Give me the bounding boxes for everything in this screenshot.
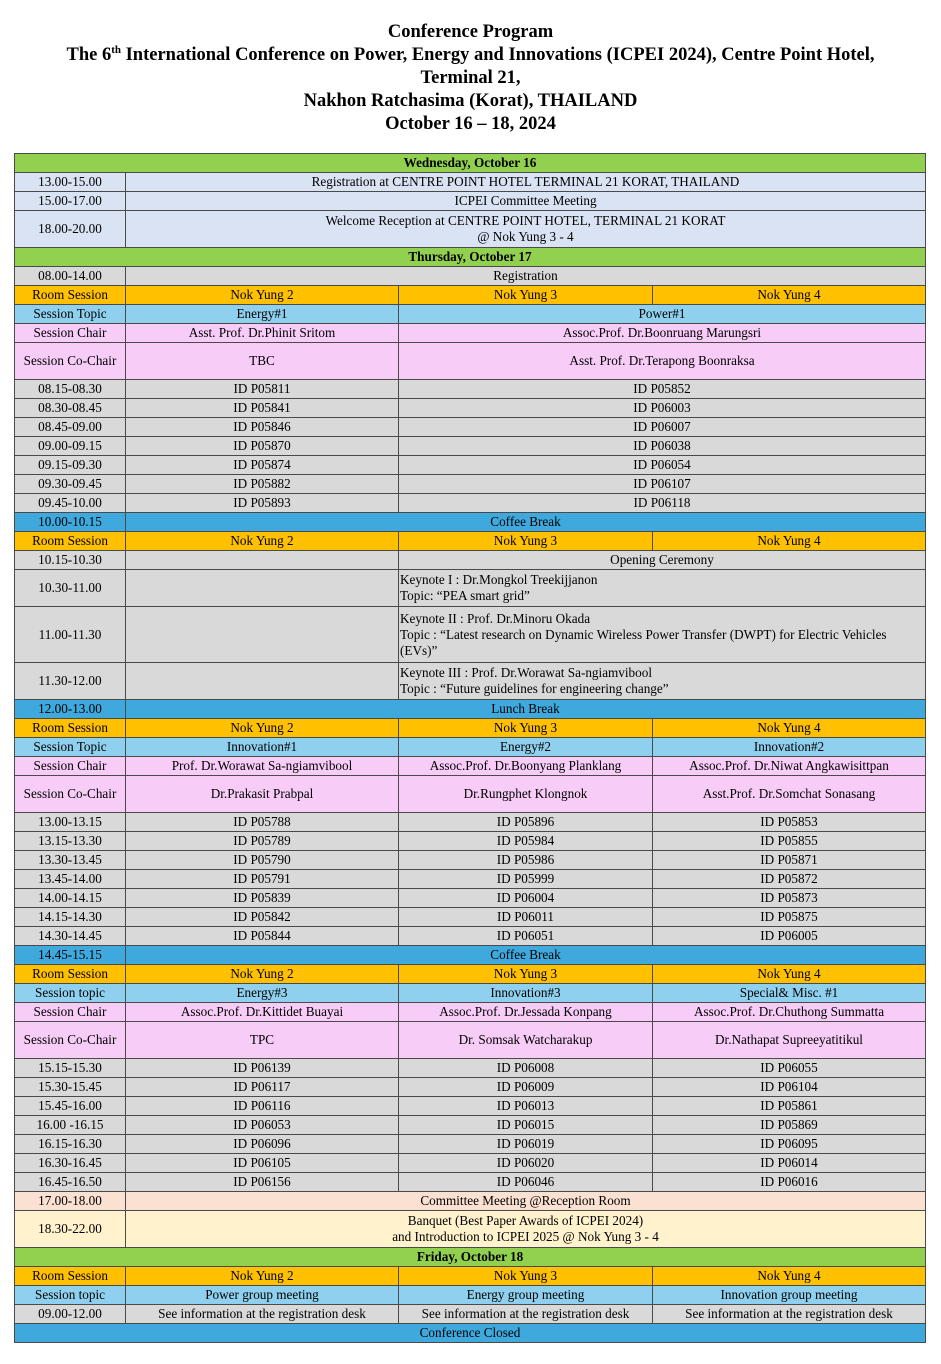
paper-row: 15.45-16.00 ID P06116 ID P06013 ID P05861: [15, 1097, 926, 1116]
session-topic-row: Session Topic Energy#1 Power#1: [15, 305, 926, 324]
session-topic-row: Session Topic Innovation#1 Energy#2 Innovation#2: [15, 738, 926, 757]
paper-row: 08.30-08.45 ID P05841 ID P06003: [15, 399, 926, 418]
coffee-break-row: 10.00-10.15 Coffee Break: [15, 513, 926, 532]
event-cell: Registration at CENTRE POINT HOTEL TERMINAL 21 KORAT, THAILAND: [126, 173, 926, 192]
paper-row: 14.30-14.45 ID P05844 ID P06051 ID P06005: [15, 927, 926, 946]
program-header: [0, 0, 941, 134]
keynote-row: 11.00-11.30 Keynote II : Prof. Dr.Minoru Okada Topic : “Latest research on Dynamic Wireless Power Transfer (DWPT) for Electric Vehicles (EVs)”: [15, 607, 926, 663]
schedule-row: [15, 211, 926, 248]
event-cell: Registration: [126, 267, 926, 286]
session-chair-row: Session Chair Asst. Prof. Dr.Phinit Sritom Assoc.Prof. Dr.Boonruang Marungsri: [15, 324, 926, 343]
room-session-row: Room Session Nok Yung 2 Nok Yung 3 Nok Yung 4: [15, 532, 926, 551]
session-topic-row: Session topic Energy#3 Innovation#3 Special& Misc. #1: [15, 984, 926, 1003]
conference-name: The 6th International Conference on Power, Energy and Innovations (ICPEI 2024), Centre Point Hotel,: [66, 43, 875, 65]
keynote-row: 11.30-12.00 Keynote III : Prof. Dr.Worawat Sa-ngiamvibool Topic : “Future guidelines for engineering change”: [15, 663, 926, 700]
room-session-row: Room Session Nok Yung 2 Nok Yung 3 Nok Yung 4: [15, 286, 926, 305]
lunch-break-row: 12.00-13.00 Lunch Break: [15, 700, 926, 719]
paper-row: 14.00-14.15 ID P05839 ID P06004 ID P05873: [15, 889, 926, 908]
paper-row: 08.45-09.00 ID P05846 ID P06007: [15, 418, 926, 437]
session-topic-row: Session topic Power group meeting Energy group meeting Innovation group meeting: [15, 1286, 926, 1305]
venue-line: Terminal 21,: [420, 68, 521, 88]
banquet-row: 18.30-22.00 Banquet (Best Paper Awards of ICPEI 2024) and Introduction to ICPEI 2025 @ Nok Yung 3 - 4: [15, 1211, 926, 1248]
paper-row: 09.00-09.15 ID P05870 ID P06038: [15, 437, 926, 456]
schedule-row: [15, 267, 926, 286]
coffee-break-row: 14.45-15.15 Coffee Break: [15, 946, 926, 965]
paper-row: 13.30-13.45 ID P05790 ID P05986 ID P05871: [15, 851, 926, 870]
time-cell: 08.00-14.00: [15, 267, 126, 286]
paper-row: 16.15-16.30 ID P06096 ID P06019 ID P06095: [15, 1135, 926, 1154]
day-header-wednesday: Wednesday, October 16: [15, 154, 926, 173]
paper-row: 14.15-14.30 ID P05842 ID P06011 ID P05875: [15, 908, 926, 927]
committee-row: 17.00-18.00 Committee Meeting @Reception Room: [15, 1192, 926, 1211]
schedule-row: [15, 173, 926, 192]
schedule-row: [15, 192, 926, 211]
day-header-thursday: Thursday, October 17: [15, 248, 926, 267]
paper-row: 09.30-09.45 ID P05882 ID P06107: [15, 475, 926, 494]
session-cochair-row: Session Co-Chair Dr.Prakasit Prabpal Dr.Rungphet Klongnok Asst.Prof. Dr.Somchat Sonasang: [15, 776, 926, 813]
paper-row: 15.30-15.45 ID P06117 ID P06009 ID P06104: [15, 1078, 926, 1097]
paper-row: 09.45-10.00 ID P05893 ID P06118: [15, 494, 926, 513]
paper-row: 16.45-16.50 ID P06156 ID P06046 ID P06016: [15, 1173, 926, 1192]
session-cochair-row: Session Co-Chair TPC Dr. Somsak Watcharakup Dr.Nathapat Supreeyatitikul: [15, 1022, 926, 1059]
room-session-row: Room Session Nok Yung 2 Nok Yung 3 Nok Yung 4: [15, 965, 926, 984]
event-cell: Welcome Reception at CENTRE POINT HOTEL, TERMINAL 21 KORAT @ Nok Yung 3 - 4: [126, 211, 926, 248]
session-cochair-row: Session Co-Chair TBC Asst. Prof. Dr.Terapong Boonraksa: [15, 343, 926, 380]
keynote-row: 10.30-11.00 Keynote I : Dr.Mongkol Treekijjanon Topic: “PEA smart grid”: [15, 570, 926, 607]
session-chair-row: Session Chair Prof. Dr.Worawat Sa-ngiamvibool Assoc.Prof. Dr.Boonyang Planklang Assoc.Prof. Dr.Niwat Angkawisittpan: [15, 757, 926, 776]
paper-row: 13.15-13.30 ID P05789 ID P05984 ID P05855: [15, 832, 926, 851]
day-header-friday: Friday, October 18: [15, 1248, 926, 1267]
group-meeting-row: 09.00-12.00 See information at the registration desk See information at the registration desk See information at the registration desk: [15, 1305, 926, 1324]
room-session-row: Room Session Nok Yung 2 Nok Yung 3 Nok Yung 4: [15, 1267, 926, 1286]
date-line: October 16 – 18, 2024: [385, 114, 556, 134]
location-line: Nakhon Ratchasima (Korat), THAILAND: [303, 91, 638, 111]
event-cell: ICPEI Committee Meeting: [126, 192, 926, 211]
program-title: Conference Program: [387, 22, 554, 42]
paper-row: 13.00-13.15 ID P05788 ID P05896 ID P05853: [15, 813, 926, 832]
paper-row: 09.15-09.30 ID P05874 ID P06054: [15, 456, 926, 475]
opening-row: 10.15-10.30 Opening Ceremony: [15, 551, 926, 570]
time-cell: 13.00-15.00: [15, 173, 126, 192]
paper-row: 13.45-14.00 ID P05791 ID P05999 ID P05872: [15, 870, 926, 889]
program-table: [14, 153, 926, 1343]
session-chair-row: Session Chair Assoc.Prof. Dr.Kittidet Buayai Assoc.Prof. Dr.Jessada Konpang Assoc.Prof. Dr.Chuthong Summatta: [15, 1003, 926, 1022]
paper-row: 15.15-15.30 ID P06139 ID P06008 ID P06055: [15, 1059, 926, 1078]
paper-row: 08.15-08.30 ID P05811 ID P05852: [15, 380, 926, 399]
paper-row: 16.00 -16.15 ID P06053 ID P06015 ID P05869: [15, 1116, 926, 1135]
room-session-row: Room Session Nok Yung 2 Nok Yung 3 Nok Yung 4: [15, 719, 926, 738]
paper-row: 16.30-16.45 ID P06105 ID P06020 ID P06014: [15, 1154, 926, 1173]
time-cell: 18.00-20.00: [15, 211, 126, 248]
conference-closed-row: Conference Closed: [15, 1324, 926, 1343]
time-cell: 15.00-17.00: [15, 192, 126, 211]
